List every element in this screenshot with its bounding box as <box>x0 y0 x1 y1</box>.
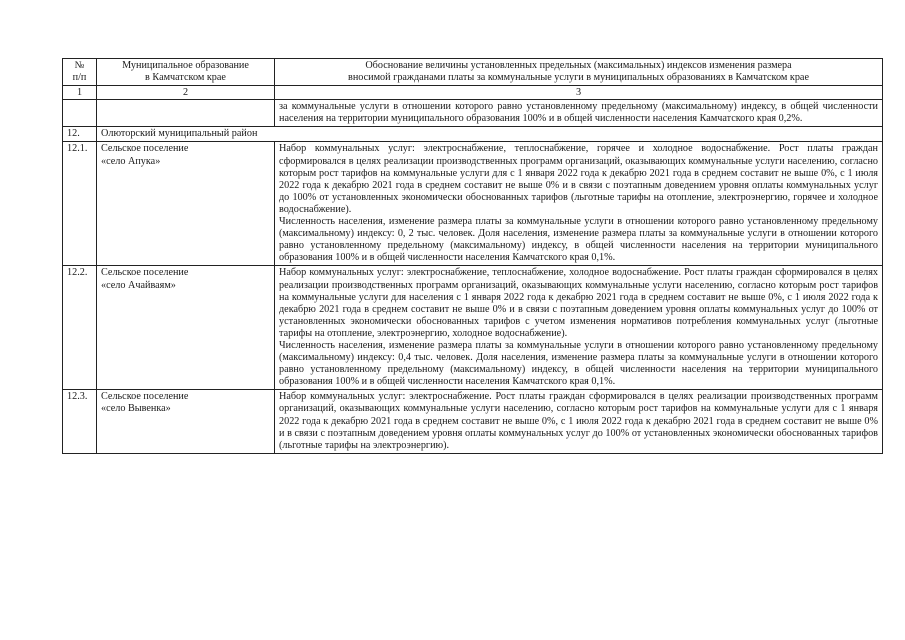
column-number-row <box>63 86 883 100</box>
table-row <box>63 142 883 266</box>
justification-table <box>62 58 883 454</box>
row-municipality: Сельское поселение «село Ачайваям» <box>97 266 275 390</box>
table-row <box>63 390 883 453</box>
column-number-3: 3 <box>275 86 883 100</box>
document-page <box>62 58 882 454</box>
row-municipality: Сельское поселение «село Апука» <box>97 142 275 266</box>
continuation-number <box>63 100 97 127</box>
column-number-1: 1 <box>63 86 97 100</box>
header-justification: Обоснование величины установленных предельных (максимальных) индексов изменения размера вносимой гражданами платы за коммунальные услуги в муниципальных образованиях в Камчатском крае <box>275 59 883 86</box>
region-row <box>63 127 883 142</box>
region-number: 12. <box>63 127 97 142</box>
continuation-row <box>63 100 883 127</box>
header-number: № п/п <box>63 59 97 86</box>
row-justification: Набор коммунальных услуг: электроснабжение, теплоснабжение, холодное водоснабжение. Рост платы граждан сформировался в целях реализации производственных программ организаций, оказывающих коммунальные услуги населению, согласно которым рост тарифов на коммунальные услуги для населения с 1 января 2022 года к декабрю 2021 года в среднем составит не выше 0%, с 1 июля 2022 года к декабрю 2021 года в среднем составит не выше 0% и в связи с поэтапным доведением уровня оплаты коммунальных услуг до 100% от установленных экономически обоснованных тарифов с учетом изменения нормативов потребления коммунальных услуг (льготные тарифы на отопление, электроэнергию, холодное водоснабжение). Численность населения, изменение размера платы за коммунальные услуги в отношении которого равно установленному предельному (максимальному) индексу: 0,4 тыс. человек. Доля населения, изменение размера платы за коммунальные услуги в отношении которого равно установленному предельному (максимальному) индексу, в общей численности населения на территории муниципального образования 100% и в общей численности населения Камчатского края 0,1%. <box>275 266 883 390</box>
region-name: Олюторский муниципальный район <box>97 127 883 142</box>
column-number-2: 2 <box>97 86 275 100</box>
row-number: 12.3. <box>63 390 97 453</box>
row-municipality: Сельское поселение «село Вывенка» <box>97 390 275 453</box>
row-number: 12.2. <box>63 266 97 390</box>
table-header-row <box>63 59 883 86</box>
row-justification: Набор коммунальных услуг: электроснабжение, теплоснабжение, горячее и холодное водоснабжение. Рост платы граждан сформировался в целях реализации производственных программ организаций, оказывающих коммунальные услуги населению, согласно которым рост тарифов на коммунальные услуги для с 1 января 2022 года к декабрю 2021 года в среднем составит не выше 0%, с 1 июля 2022 года к декабрю 2021 года в среднем составит не выше 0% и в связи с поэтапным доведением уровня оплаты коммунальных услуг до 100% от установленных экономически обоснованных тарифов (льготные тарифы на отопление, электроэнергию, горячее и холодное водоснабжение). Численность населения, изменение размера платы за коммунальные услуги в отношении которого равно установленному предельному (максимальному) индексу: 0, 2 тыс. человек. Доля населения, изменение размера платы за коммунальные услуги в отношении которого равно установленному предельному (максимальному) индексу, в общей численности населения на территории муниципального образования 100% и в общей численности населения Камчатского края 0,1%. <box>275 142 883 266</box>
header-municipality: Муниципальное образование в Камчатском крае <box>97 59 275 86</box>
continuation-text: за коммунальные услуги в отношении которого равно установленному предельному (максимальному) индексу, в общей численности населения на территории муниципального образования 100% и в общей численности населения Камчатского края 0,2%. <box>275 100 883 127</box>
continuation-municipality <box>97 100 275 127</box>
table-row <box>63 266 883 390</box>
row-justification: Набор коммунальных услуг: электроснабжение. Рост платы граждан сформировался в целях реализации производственных программ организаций, оказывающих коммунальные услуги населению, согласно которым рост тарифов на коммунальные услуги для с 1 января 2022 года к декабрю 2021 года в среднем составит не выше 0%, с 1 июля 2022 года к декабрю 2021 года в среднем составит не выше 0% и в связи с поэтапным доведением уровня оплаты коммунальных услуг до 100% от установленных экономически обоснованных тарифов (льготные тарифы на электроэнергию). <box>275 390 883 453</box>
row-number: 12.1. <box>63 142 97 266</box>
